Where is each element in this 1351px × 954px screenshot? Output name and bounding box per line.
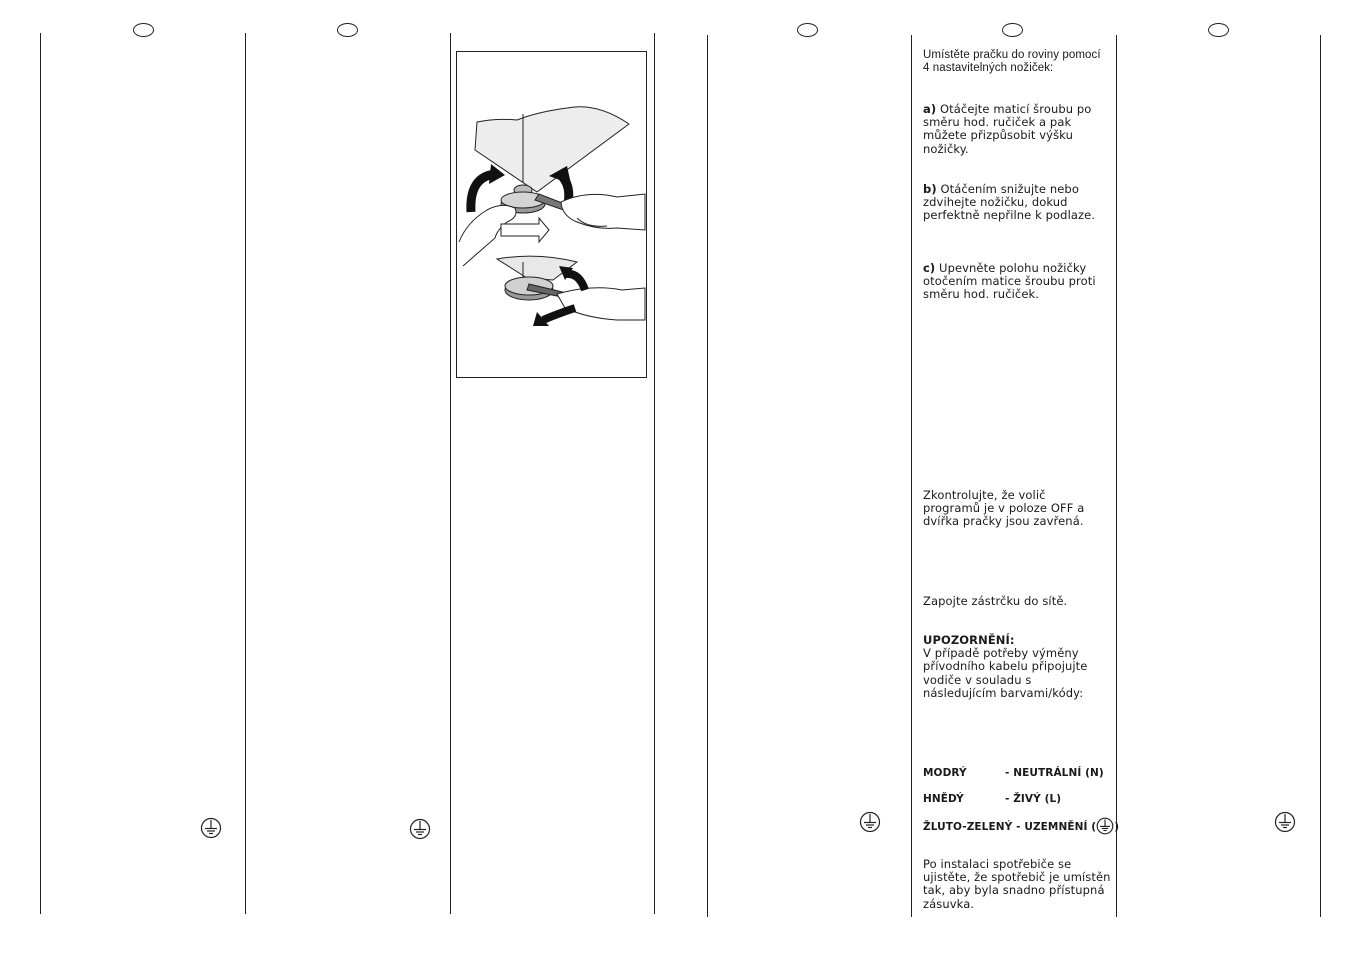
wire-meaning: - ŽIVÝ (L) [1005,793,1062,805]
warning-title: UPOZORNĚNÍ: [923,633,1015,647]
ground-symbol-icon [409,818,431,840]
wire-color: HNĚDÝ [923,793,964,805]
wire-color: ŽLUTO-ZELENÝ [923,821,1013,833]
step-b-label: b) [923,182,937,196]
step-b [923,183,1113,223]
column-divider [911,35,912,917]
step-b-text: Otáčením snižujte nebo zdvihejte nožičku, dokud perfektně nepřilne k podlaze. [923,182,1096,223]
wire-meaning: - UZEMNĚNÍ ( [1016,821,1097,833]
wrench-hands-drawing [457,52,646,377]
ground-symbol-icon [1274,811,1296,833]
wire-code-row [923,767,1123,780]
ground-symbol-icon [1096,817,1114,835]
column-divider [654,33,655,914]
accessible-socket-text: Po instalaci spotřebiče se ujistěte, že spotřebič je umístěn tak, aby byla snadno přístupná zásuvka. [923,857,1111,911]
column-divider [450,33,451,914]
column-divider [1114,35,1120,917]
warning-block [923,634,1103,700]
leveling-feet-illustration [456,51,647,378]
check-program-selector-text: Zkontrolujte, že volič programů je v poloze OFF a dvířka pračky jsou zavřená. [923,488,1085,529]
ground-symbol-icon [200,817,222,839]
language-marker-oval [1002,23,1023,37]
step-a-label: a) [923,102,937,116]
wire-meaning-suffix: ) [1114,821,1120,833]
column-divider [245,33,246,914]
wire-code-row [923,793,1123,806]
ground-symbol-icon [859,811,881,833]
language-marker-oval [337,23,358,37]
language-marker-oval [133,23,154,37]
column-divider [40,33,41,914]
language-marker-oval [1208,23,1229,37]
language-marker-oval [797,23,818,37]
wire-code-row [923,817,1123,835]
wire-meaning: - NEUTRÁLNÍ (N) [1005,767,1104,779]
step-a [923,103,1113,156]
step-c [923,262,1113,302]
step-c-label: c) [923,261,936,275]
step-c-text: Upevněte polohu nožičky otočením matice šroubu proti směru hod. ručiček. [923,261,1096,302]
column-divider [707,35,708,917]
wire-color: MODRÝ [923,767,967,779]
step-a-text: Otáčejte maticí šroubu po směru hod. ručiček a pak můžete přizpůsobit výšku nožičky. [923,102,1092,156]
plug-in-text: Zapojte zástrčku do sítě. [923,594,1068,608]
intro-text: Umístěte pračku do roviny pomocí 4 nastavitelných nožiček: [923,49,1101,75]
column-divider [1320,35,1321,917]
warning-text: V případě potřeby výměny přívodního kabelu připojujte vodiče v souladu s následujícím barvami/kódy: [923,646,1088,700]
